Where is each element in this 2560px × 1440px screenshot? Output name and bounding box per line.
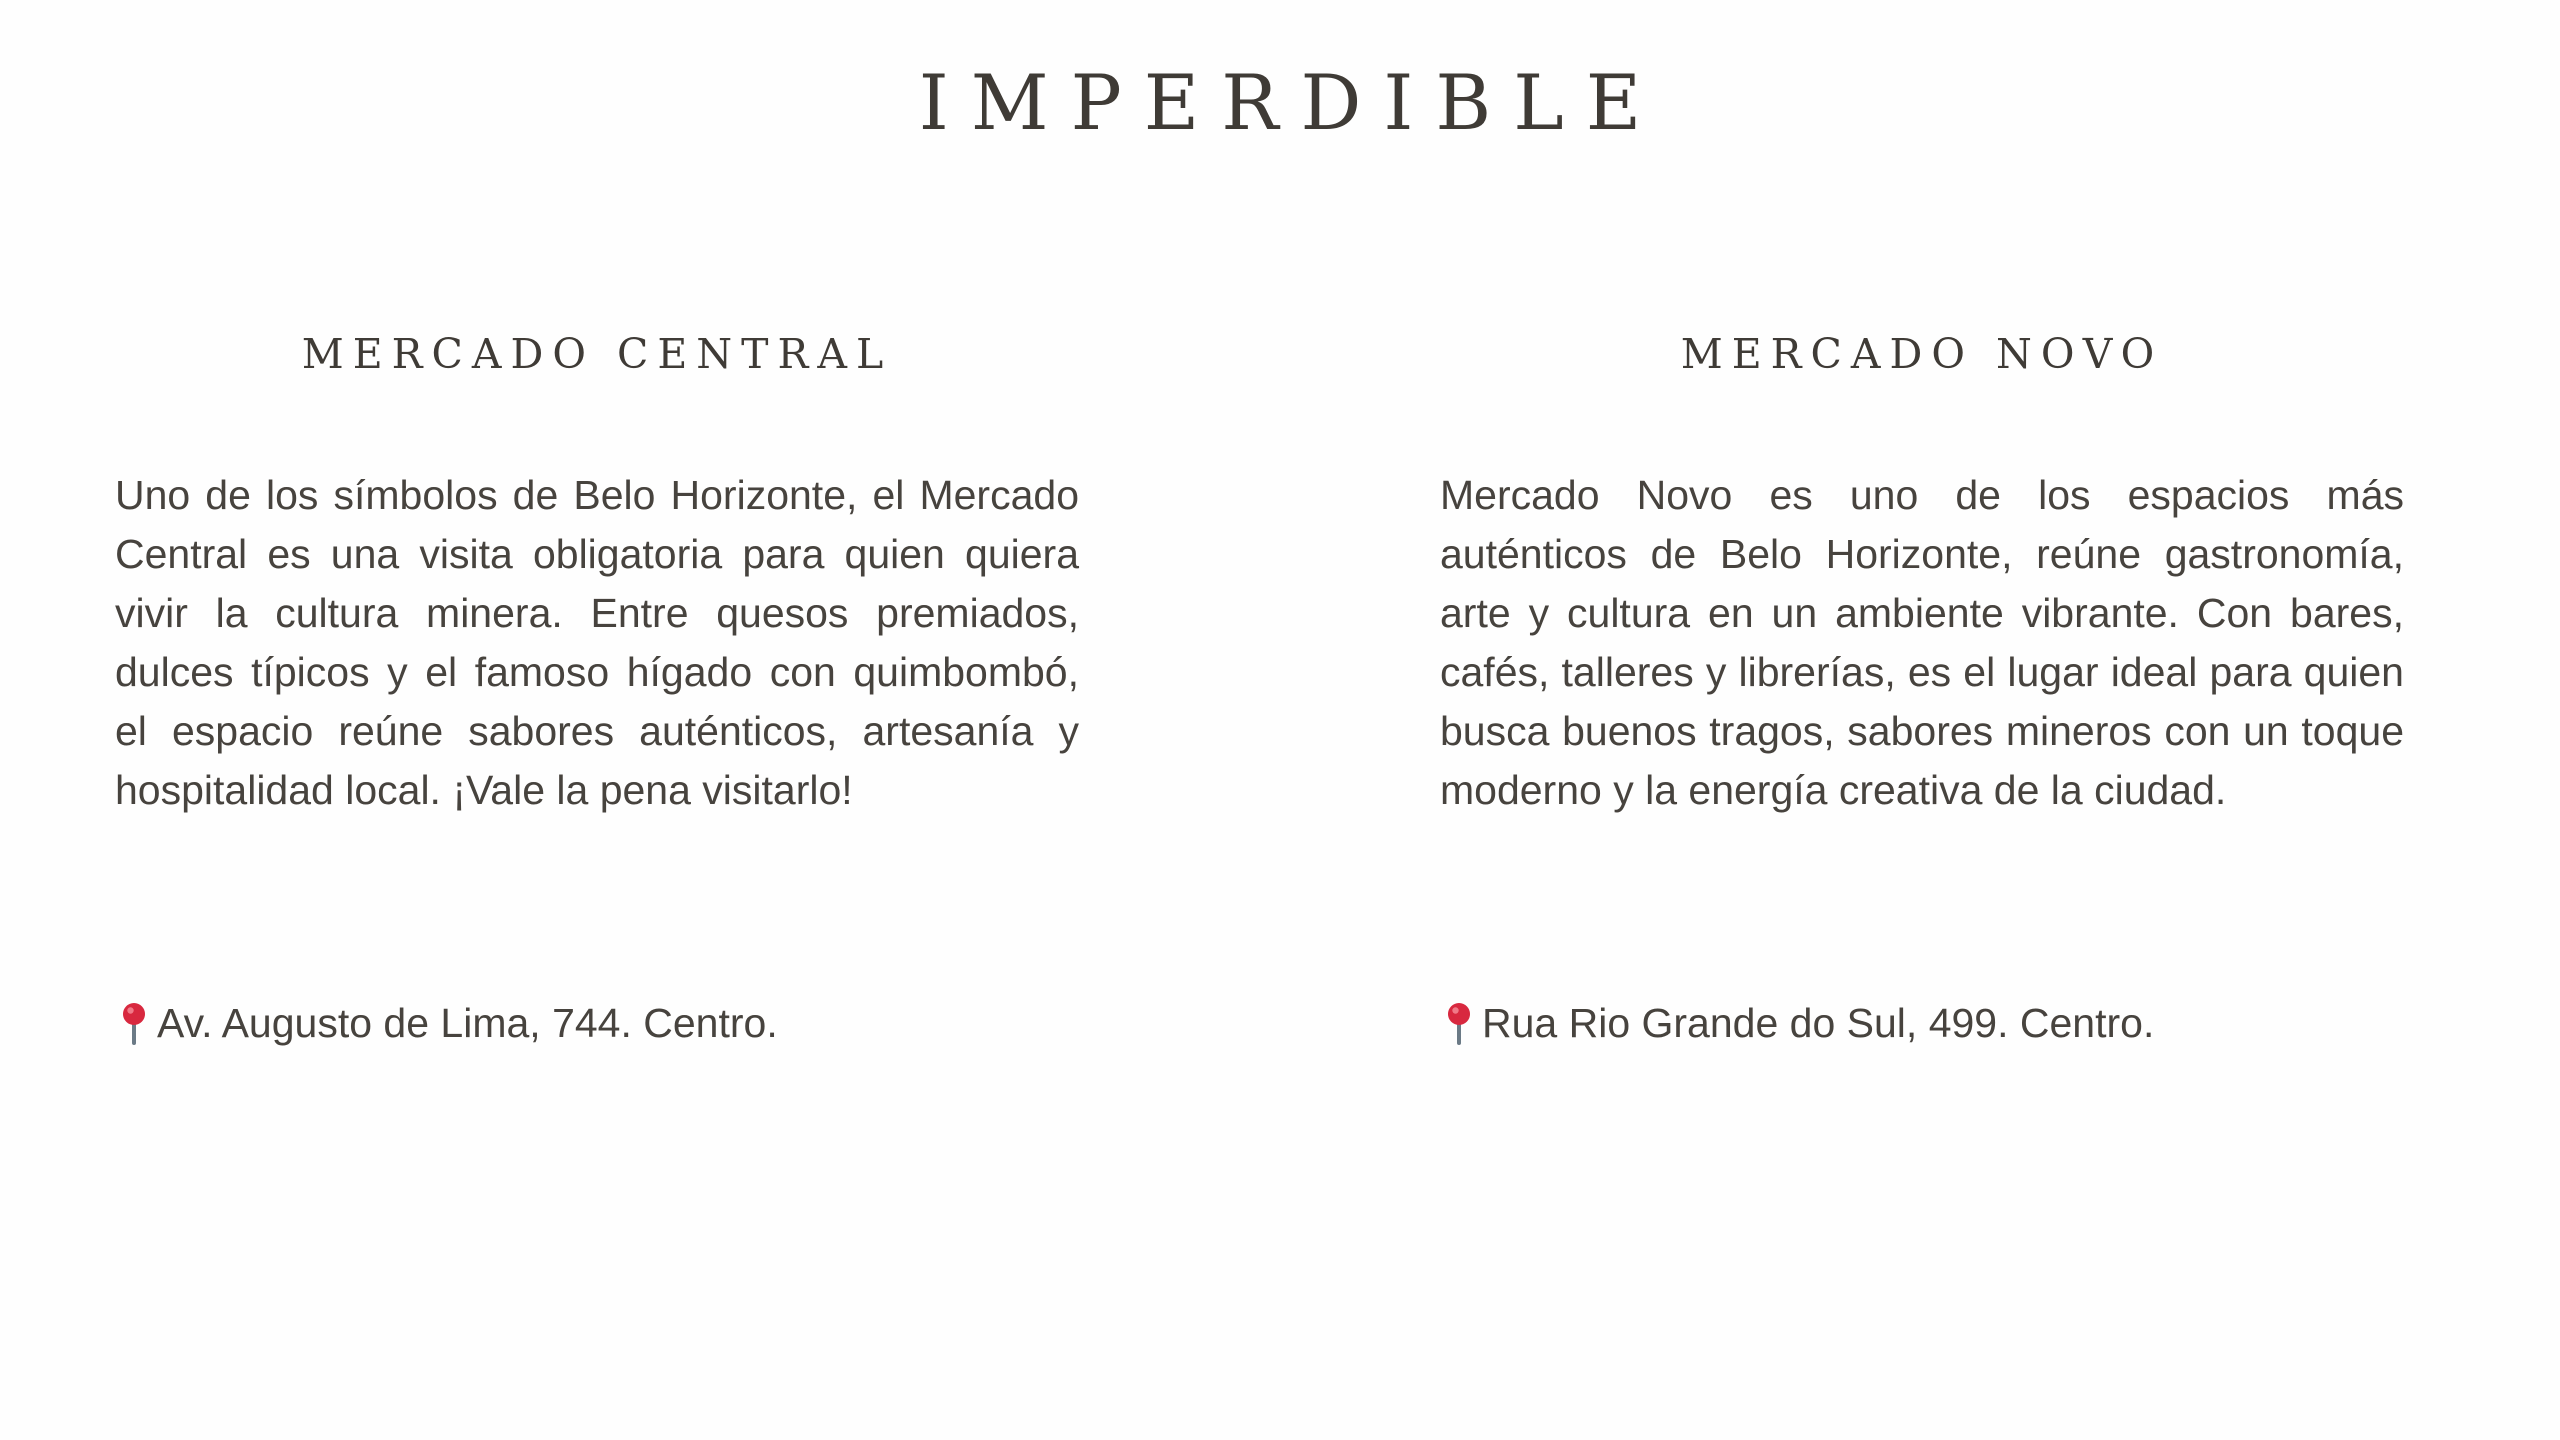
address-line [115, 994, 1079, 1053]
address-text: Rua Rio Grande do Sul, 499. Centro. [1482, 1000, 2155, 1046]
section-description: Mercado Novo es uno de los espacios más auténticos de Belo Horizonte, reúne gastronomía, arte y cultura en un ambiente vibrante. Con bares, cafés, talleres y librerías, es el lugar ideal para quien busca buenos tragos, sabores mineros con un toque moderno y la energía creativa de la ciudad. [1440, 472, 2404, 813]
round-pushpin-icon [1440, 1001, 1478, 1047]
address-line [1440, 994, 2404, 1053]
section-title: MERCADO CENTRAL [301, 330, 893, 378]
section-description: Uno de los símbolos de Belo Horizonte, el Mercado Central es una visita obligatoria para quien quiera vivir la cultura minera. Entre quesos premiados, dulces típicos y el famoso hígado con quimbombó, el espacio reúne sabores auténticos, artesanía y hospitalidad local. ¡Vale la pena visitarlo! [115, 472, 1079, 813]
page-title: IMPERDIBLE [918, 58, 1664, 147]
address-text: Av. Augusto de Lima, 744. Centro. [157, 1000, 778, 1046]
round-pushpin-icon [115, 1001, 153, 1047]
section-title: MERCADO NOVO [1680, 330, 2164, 378]
